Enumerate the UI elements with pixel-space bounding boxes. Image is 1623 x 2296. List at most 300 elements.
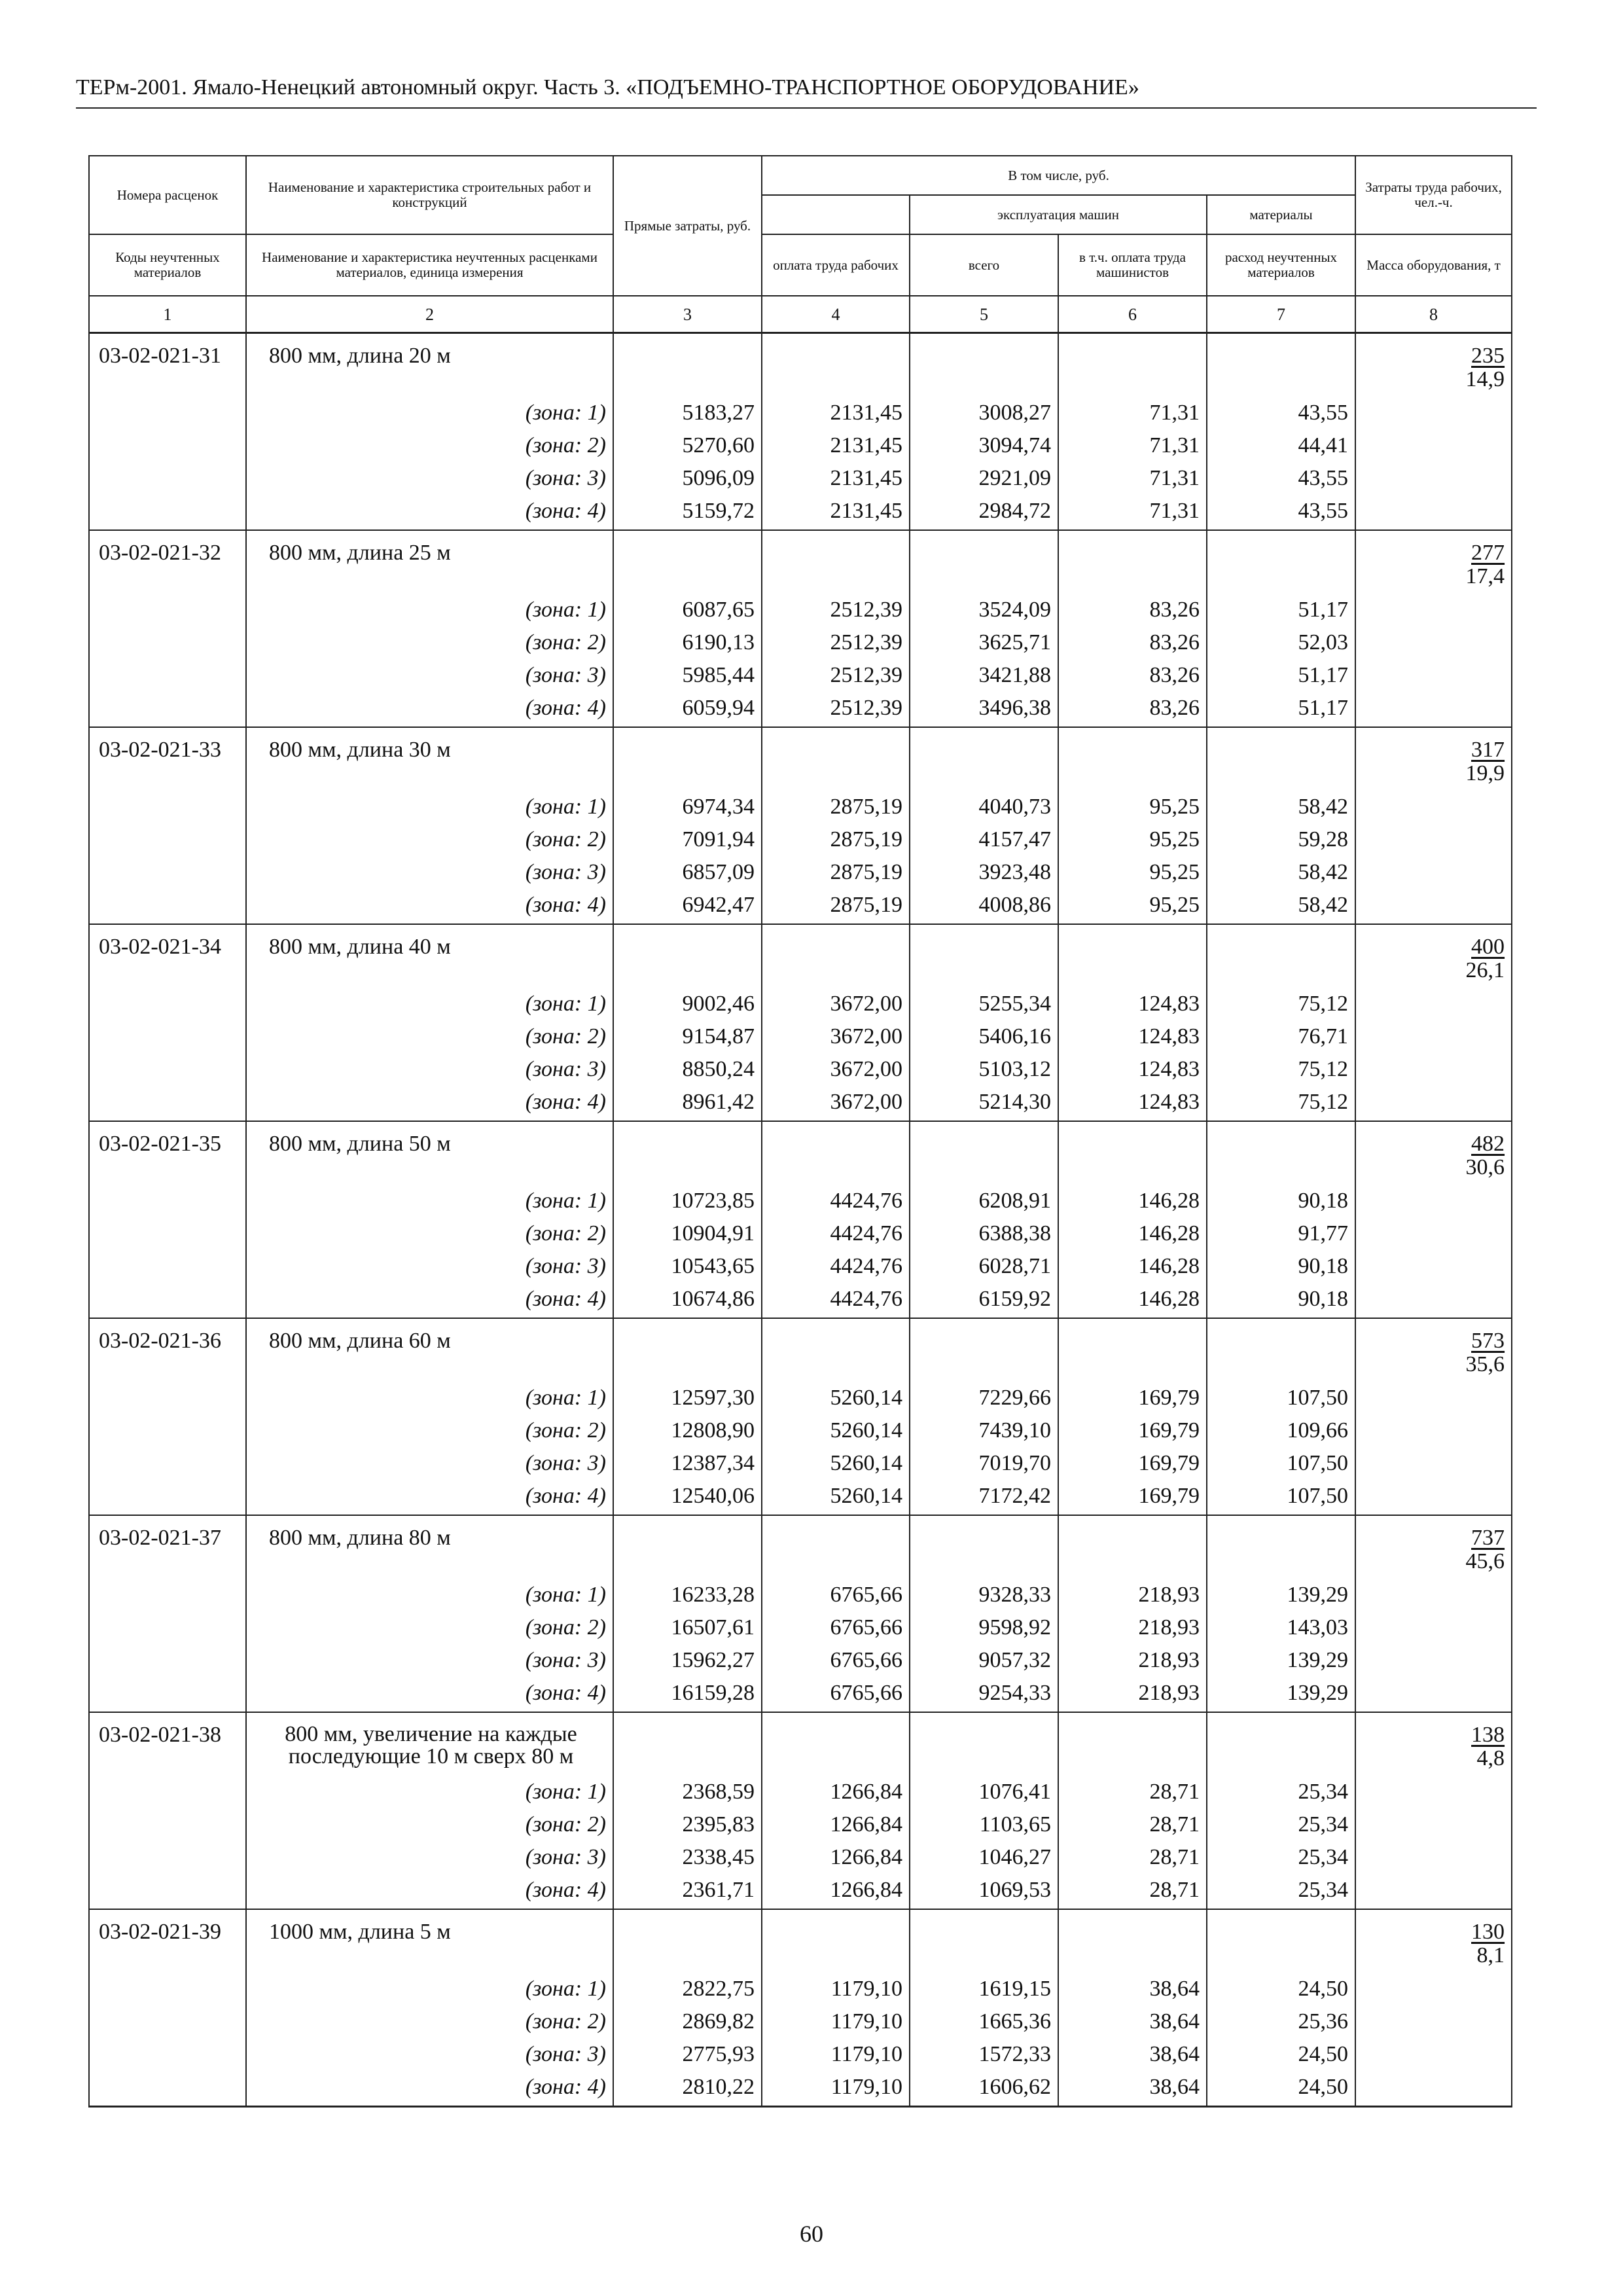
machinist-pay-value: 124,83 <box>1058 988 1207 1020</box>
empty-cell <box>613 1318 762 1382</box>
direct-costs-value: 12387,34 <box>613 1447 762 1480</box>
machinist-pay-value: 218,93 <box>1058 1644 1207 1677</box>
empty-cell <box>762 1909 910 1973</box>
empty-cell <box>89 1579 246 1611</box>
zone-row <box>89 2038 1512 2071</box>
zone-label: (зона: 3) <box>246 1644 613 1677</box>
machines-total-value: 2921,09 <box>910 462 1058 495</box>
labor-mass-cell <box>1355 1909 1512 1973</box>
zone-row <box>89 856 1512 889</box>
header-machines-total: всего <box>910 234 1058 296</box>
zone-label: (зона: 1) <box>246 988 613 1020</box>
empty-cell <box>89 889 246 924</box>
rate-item-row <box>89 924 1512 988</box>
rate-name: 800 мм, длина 60 м <box>246 1318 613 1382</box>
workers-pay-value: 2875,19 <box>762 823 910 856</box>
direct-costs-value: 2368,59 <box>613 1776 762 1808</box>
zone-row <box>89 2005 1512 2038</box>
materials-value: 139,29 <box>1207 1579 1355 1611</box>
machinist-pay-value: 95,25 <box>1058 823 1207 856</box>
empty-cell <box>1207 530 1355 594</box>
materials-value: 24,50 <box>1207 2038 1355 2071</box>
empty-cell <box>1355 1250 1512 1283</box>
workers-pay-value: 2131,45 <box>762 397 910 429</box>
empty-cell <box>1058 727 1207 791</box>
direct-costs-value: 12540,06 <box>613 1480 762 1515</box>
materials-value: 43,55 <box>1207 397 1355 429</box>
empty-cell <box>89 594 246 626</box>
zone-row <box>89 1808 1512 1841</box>
zone-row <box>89 1217 1512 1250</box>
equipment-mass-value: 8,1 <box>1476 1943 1505 1967</box>
empty-cell <box>1207 924 1355 988</box>
machinist-pay-value: 28,71 <box>1058 1841 1207 1874</box>
rate-name: 800 мм, увеличение на каждые последующие 10 м сверх 80 м <box>246 1712 613 1776</box>
zone-row <box>89 1283 1512 1318</box>
labor-costs-value: 737 <box>1471 1526 1505 1550</box>
empty-cell <box>89 1776 246 1808</box>
empty-cell <box>89 1480 246 1515</box>
workers-pay-value: 2512,39 <box>762 594 910 626</box>
zone-label: (зона: 1) <box>246 1579 613 1611</box>
rate-item-row <box>89 1515 1512 1579</box>
empty-cell <box>89 1677 246 1712</box>
empty-cell <box>1058 1712 1207 1776</box>
materials-value: 107,50 <box>1207 1382 1355 1414</box>
zone-row <box>89 594 1512 626</box>
machines-total-value: 6388,38 <box>910 1217 1058 1250</box>
machinist-pay-value: 146,28 <box>1058 1250 1207 1283</box>
direct-costs-value: 6190,13 <box>613 626 762 659</box>
empty-cell <box>89 1808 246 1841</box>
workers-pay-value: 2131,45 <box>762 429 910 462</box>
zone-row <box>89 1020 1512 1053</box>
materials-value: 90,18 <box>1207 1185 1355 1217</box>
empty-cell <box>1207 333 1355 397</box>
rate-code: 03-02-021-36 <box>89 1318 246 1382</box>
machines-total-value: 4040,73 <box>910 791 1058 823</box>
empty-cell <box>910 333 1058 397</box>
labor-mass-cell <box>1355 1515 1512 1579</box>
equipment-mass-value: 30,6 <box>1465 1155 1505 1179</box>
machines-total-value: 1046,27 <box>910 1841 1058 1874</box>
materials-value: 91,77 <box>1207 1217 1355 1250</box>
empty-cell <box>1058 1515 1207 1579</box>
machines-total-value: 9254,33 <box>910 1677 1058 1712</box>
empty-cell <box>613 333 762 397</box>
empty-cell <box>1058 1909 1207 1973</box>
materials-value: 75,12 <box>1207 1053 1355 1086</box>
rate-name: 800 мм, длина 30 м <box>246 727 613 791</box>
machines-total-value: 1076,41 <box>910 1776 1058 1808</box>
labor-costs-value: 573 <box>1471 1329 1505 1353</box>
machines-total-value: 7019,70 <box>910 1447 1058 1480</box>
empty-cell <box>1355 791 1512 823</box>
zone-row <box>89 889 1512 924</box>
machines-total-value: 1103,65 <box>910 1808 1058 1841</box>
workers-pay-value: 5260,14 <box>762 1414 910 1447</box>
workers-pay-value: 2131,45 <box>762 495 910 530</box>
zone-row <box>89 1841 1512 1874</box>
empty-cell <box>613 727 762 791</box>
empty-cell <box>89 1185 246 1217</box>
machinist-pay-value: 71,31 <box>1058 495 1207 530</box>
zone-row <box>89 1579 1512 1611</box>
zone-row <box>89 1677 1512 1712</box>
labor-mass-cell <box>1355 924 1512 988</box>
labor-costs-value: 317 <box>1471 738 1505 762</box>
zone-label: (зона: 3) <box>246 1447 613 1480</box>
machinist-pay-value: 83,26 <box>1058 659 1207 692</box>
direct-costs-value: 8961,42 <box>613 1086 762 1121</box>
col-number: 4 <box>762 296 910 333</box>
zone-row <box>89 429 1512 462</box>
zone-row <box>89 823 1512 856</box>
labor-costs-value: 138 <box>1471 1723 1505 1747</box>
empty-cell <box>1355 1480 1512 1515</box>
labor-mass-cell <box>1355 1318 1512 1382</box>
machines-total-value: 3923,48 <box>910 856 1058 889</box>
rates-table-container <box>88 155 1511 2108</box>
header-unaccounted-codes: Коды неучтенных материалов <box>89 234 246 296</box>
empty-cell <box>1355 1644 1512 1677</box>
machines-total-value: 6208,91 <box>910 1185 1058 1217</box>
empty-cell <box>1207 1121 1355 1185</box>
direct-costs-value: 2810,22 <box>613 2071 762 2107</box>
zone-label: (зона: 1) <box>246 1973 613 2005</box>
empty-cell <box>1355 1874 1512 1909</box>
zone-row <box>89 1447 1512 1480</box>
direct-costs-value: 10543,65 <box>613 1250 762 1283</box>
machinist-pay-value: 71,31 <box>1058 397 1207 429</box>
zone-label: (зона: 2) <box>246 1020 613 1053</box>
direct-costs-value: 5159,72 <box>613 495 762 530</box>
workers-pay-value: 3672,00 <box>762 1053 910 1086</box>
rate-name: 800 мм, длина 80 м <box>246 1515 613 1579</box>
empty-cell <box>89 495 246 530</box>
zone-label: (зона: 3) <box>246 462 613 495</box>
zone-row <box>89 1053 1512 1086</box>
rate-code: 03-02-021-34 <box>89 924 246 988</box>
machinist-pay-value: 146,28 <box>1058 1283 1207 1318</box>
rate-code: 03-02-021-31 <box>89 333 246 397</box>
direct-costs-value: 6087,65 <box>613 594 762 626</box>
empty-cell <box>89 1086 246 1121</box>
workers-pay-value: 1266,84 <box>762 1808 910 1841</box>
empty-cell <box>910 1712 1058 1776</box>
header-workers-pay: оплата труда рабочих <box>762 234 910 296</box>
materials-value: 25,34 <box>1207 1841 1355 1874</box>
direct-costs-value: 5183,27 <box>613 397 762 429</box>
zone-label: (зона: 4) <box>246 1283 613 1318</box>
zone-row <box>89 2071 1512 2107</box>
labor-costs-value: 482 <box>1471 1132 1505 1156</box>
machinist-pay-value: 169,79 <box>1058 1414 1207 1447</box>
empty-cell <box>762 1318 910 1382</box>
workers-pay-value: 1266,84 <box>762 1841 910 1874</box>
materials-value: 25,34 <box>1207 1808 1355 1841</box>
rate-item-row <box>89 1712 1512 1776</box>
zone-label: (зона: 2) <box>246 823 613 856</box>
empty-cell <box>1207 1712 1355 1776</box>
materials-value: 75,12 <box>1207 988 1355 1020</box>
zone-row <box>89 1185 1512 1217</box>
zone-row <box>89 1250 1512 1283</box>
rate-code: 03-02-021-35 <box>89 1121 246 1185</box>
empty-cell <box>1355 2005 1512 2038</box>
labor-mass-cell <box>1355 333 1512 397</box>
workers-pay-value: 1266,84 <box>762 1874 910 1909</box>
empty-cell <box>89 1874 246 1909</box>
zone-label: (зона: 1) <box>246 1382 613 1414</box>
empty-cell <box>1355 1020 1512 1053</box>
empty-cell <box>1355 429 1512 462</box>
direct-costs-value: 2361,71 <box>613 1874 762 1909</box>
header-direct-costs: Прямые затраты, руб. <box>613 156 762 296</box>
machines-total-value: 6028,71 <box>910 1250 1058 1283</box>
machines-total-value: 3094,74 <box>910 429 1058 462</box>
machinist-pay-value: 28,71 <box>1058 1808 1207 1841</box>
direct-costs-value: 16233,28 <box>613 1579 762 1611</box>
col-number: 2 <box>246 296 613 333</box>
zone-row <box>89 1414 1512 1447</box>
rate-item-row <box>89 1318 1512 1382</box>
materials-value: 107,50 <box>1207 1447 1355 1480</box>
materials-value: 25,34 <box>1207 1776 1355 1808</box>
header-including-rub: В том числе, руб. <box>762 156 1355 195</box>
materials-value: 109,66 <box>1207 1414 1355 1447</box>
machinist-pay-value: 38,64 <box>1058 2038 1207 2071</box>
zone-label: (зона: 2) <box>246 626 613 659</box>
machinist-pay-value: 169,79 <box>1058 1480 1207 1515</box>
direct-costs-value: 2822,75 <box>613 1973 762 2005</box>
machines-total-value: 6159,92 <box>910 1283 1058 1318</box>
header-unaccounted-consumption: расход неучтенных материалов <box>1207 234 1355 296</box>
direct-costs-value: 2869,82 <box>613 2005 762 2038</box>
machinist-pay-value: 95,25 <box>1058 889 1207 924</box>
empty-cell <box>1355 1185 1512 1217</box>
zone-label: (зона: 4) <box>246 1086 613 1121</box>
materials-value: 139,29 <box>1207 1677 1355 1712</box>
labor-costs-value: 130 <box>1471 1920 1505 1944</box>
empty-cell <box>1355 626 1512 659</box>
workers-pay-value: 3672,00 <box>762 1020 910 1053</box>
machinist-pay-value: 71,31 <box>1058 429 1207 462</box>
empty-cell <box>762 924 910 988</box>
workers-pay-value: 2512,39 <box>762 626 910 659</box>
machines-total-value: 5255,34 <box>910 988 1058 1020</box>
table-body <box>89 333 1512 2107</box>
zone-label: (зона: 3) <box>246 856 613 889</box>
rate-code: 03-02-021-32 <box>89 530 246 594</box>
empty-cell <box>89 462 246 495</box>
empty-cell <box>89 791 246 823</box>
direct-costs-value: 5985,44 <box>613 659 762 692</box>
empty-cell <box>1355 1677 1512 1712</box>
empty-cell <box>762 1515 910 1579</box>
direct-costs-value: 16507,61 <box>613 1611 762 1644</box>
direct-costs-value: 15962,27 <box>613 1644 762 1677</box>
materials-value: 24,50 <box>1207 1973 1355 2005</box>
direct-costs-value: 2338,45 <box>613 1841 762 1874</box>
materials-value: 43,55 <box>1207 495 1355 530</box>
workers-pay-value: 3672,00 <box>762 1086 910 1121</box>
materials-value: 52,03 <box>1207 626 1355 659</box>
header-materials: материалы <box>1207 195 1355 234</box>
zone-label: (зона: 2) <box>246 2005 613 2038</box>
zone-label: (зона: 2) <box>246 1414 613 1447</box>
zone-label: (зона: 1) <box>246 1776 613 1808</box>
workers-pay-value: 2512,39 <box>762 659 910 692</box>
zone-row <box>89 495 1512 530</box>
empty-cell <box>1355 1053 1512 1086</box>
labor-costs-value: 400 <box>1471 935 1505 959</box>
workers-pay-value: 2131,45 <box>762 462 910 495</box>
empty-cell <box>1355 397 1512 429</box>
machines-total-value: 7439,10 <box>910 1414 1058 1447</box>
zone-label: (зона: 1) <box>246 397 613 429</box>
workers-pay-value: 4424,76 <box>762 1250 910 1283</box>
machinist-pay-value: 218,93 <box>1058 1579 1207 1611</box>
zone-row <box>89 462 1512 495</box>
empty-cell <box>910 1515 1058 1579</box>
workers-pay-value: 5260,14 <box>762 1382 910 1414</box>
empty-cell <box>89 1250 246 1283</box>
materials-value: 76,71 <box>1207 1020 1355 1053</box>
zone-label: (зона: 1) <box>246 791 613 823</box>
workers-pay-value: 1179,10 <box>762 2071 910 2107</box>
materials-value: 139,29 <box>1207 1644 1355 1677</box>
materials-value: 51,17 <box>1207 659 1355 692</box>
rate-name: 800 мм, длина 40 м <box>246 924 613 988</box>
machinist-pay-value: 124,83 <box>1058 1086 1207 1121</box>
empty-cell <box>1058 1121 1207 1185</box>
empty-cell <box>1355 1611 1512 1644</box>
machinist-pay-value: 28,71 <box>1058 1776 1207 1808</box>
labor-mass-cell <box>1355 1121 1512 1185</box>
materials-value: 25,36 <box>1207 2005 1355 2038</box>
zone-row <box>89 1644 1512 1677</box>
empty-cell <box>89 2071 246 2107</box>
workers-pay-value: 1179,10 <box>762 1973 910 2005</box>
direct-costs-value: 12808,90 <box>613 1414 762 1447</box>
zone-label: (зона: 4) <box>246 1480 613 1515</box>
machines-total-value: 3625,71 <box>910 626 1058 659</box>
machinist-pay-value: 38,64 <box>1058 2005 1207 2038</box>
header-empty-pay <box>762 195 910 234</box>
empty-cell <box>1355 1414 1512 1447</box>
materials-value: 25,34 <box>1207 1874 1355 1909</box>
workers-pay-value: 6765,66 <box>762 1644 910 1677</box>
machinist-pay-value: 169,79 <box>1058 1382 1207 1414</box>
empty-cell <box>1355 1447 1512 1480</box>
zone-label: (зона: 3) <box>246 1053 613 1086</box>
empty-cell <box>89 1841 246 1874</box>
direct-costs-value: 7091,94 <box>613 823 762 856</box>
header-unaccounted-name: Наименование и характеристика неучтенных расценками материалов, единица измерения <box>246 234 613 296</box>
header-machinist-pay: в т.ч. оплата труда машинистов <box>1058 234 1207 296</box>
machines-total-value: 3421,88 <box>910 659 1058 692</box>
machinist-pay-value: 146,28 <box>1058 1185 1207 1217</box>
machinist-pay-value: 169,79 <box>1058 1447 1207 1480</box>
equipment-mass-value: 26,1 <box>1465 958 1505 982</box>
zone-row <box>89 1480 1512 1515</box>
zone-label: (зона: 4) <box>246 495 613 530</box>
workers-pay-value: 6765,66 <box>762 1579 910 1611</box>
rate-name: 1000 мм, длина 5 м <box>246 1909 613 1973</box>
page-number: 60 <box>800 2221 823 2247</box>
empty-cell <box>89 1053 246 1086</box>
zone-row <box>89 397 1512 429</box>
workers-pay-value: 2875,19 <box>762 856 910 889</box>
zone-row <box>89 692 1512 727</box>
rates-table <box>88 155 1512 2108</box>
direct-costs-value: 2395,83 <box>613 1808 762 1841</box>
empty-cell <box>762 530 910 594</box>
machines-total-value: 3524,09 <box>910 594 1058 626</box>
empty-cell <box>1355 594 1512 626</box>
empty-cell <box>89 1382 246 1414</box>
empty-cell <box>1207 1318 1355 1382</box>
empty-cell <box>1207 1909 1355 1973</box>
machines-total-value: 1619,15 <box>910 1973 1058 2005</box>
workers-pay-value: 6765,66 <box>762 1677 910 1712</box>
machinist-pay-value: 38,64 <box>1058 2071 1207 2107</box>
machines-total-value: 5214,30 <box>910 1086 1058 1121</box>
rate-item-row <box>89 1909 1512 1973</box>
materials-value: 59,28 <box>1207 823 1355 856</box>
zone-label: (зона: 3) <box>246 1250 613 1283</box>
direct-costs-value: 10674,86 <box>613 1283 762 1318</box>
empty-cell <box>89 823 246 856</box>
machinist-pay-value: 71,31 <box>1058 462 1207 495</box>
workers-pay-value: 6765,66 <box>762 1611 910 1644</box>
empty-cell <box>613 1909 762 1973</box>
empty-cell <box>1058 333 1207 397</box>
machinist-pay-value: 218,93 <box>1058 1611 1207 1644</box>
materials-value: 58,42 <box>1207 856 1355 889</box>
col-number: 6 <box>1058 296 1207 333</box>
labor-mass-cell <box>1355 727 1512 791</box>
machines-total-value: 7229,66 <box>910 1382 1058 1414</box>
zone-label: (зона: 4) <box>246 1874 613 1909</box>
machines-total-value: 9598,92 <box>910 1611 1058 1644</box>
empty-cell <box>910 530 1058 594</box>
empty-cell <box>1355 856 1512 889</box>
empty-cell <box>1355 2038 1512 2071</box>
zone-row <box>89 1382 1512 1414</box>
empty-cell <box>1058 530 1207 594</box>
machines-total-value: 2984,72 <box>910 495 1058 530</box>
rate-name: 800 мм, длина 50 м <box>246 1121 613 1185</box>
machinist-pay-value: 83,26 <box>1058 626 1207 659</box>
empty-cell <box>89 2038 246 2071</box>
machines-total-value: 5103,12 <box>910 1053 1058 1086</box>
machines-total-value: 4008,86 <box>910 889 1058 924</box>
workers-pay-value: 4424,76 <box>762 1185 910 1217</box>
direct-costs-value: 6974,34 <box>613 791 762 823</box>
empty-cell <box>1355 462 1512 495</box>
zone-label: (зона: 2) <box>246 1611 613 1644</box>
empty-cell <box>762 1712 910 1776</box>
header-equipment-mass: Масса оборудования, т <box>1355 234 1512 296</box>
zone-label: (зона: 3) <box>246 1841 613 1874</box>
direct-costs-value: 9154,87 <box>613 1020 762 1053</box>
empty-cell <box>1355 1086 1512 1121</box>
machines-total-value: 1069,53 <box>910 1874 1058 1909</box>
rate-code: 03-02-021-38 <box>89 1712 246 1776</box>
materials-value: 44,41 <box>1207 429 1355 462</box>
